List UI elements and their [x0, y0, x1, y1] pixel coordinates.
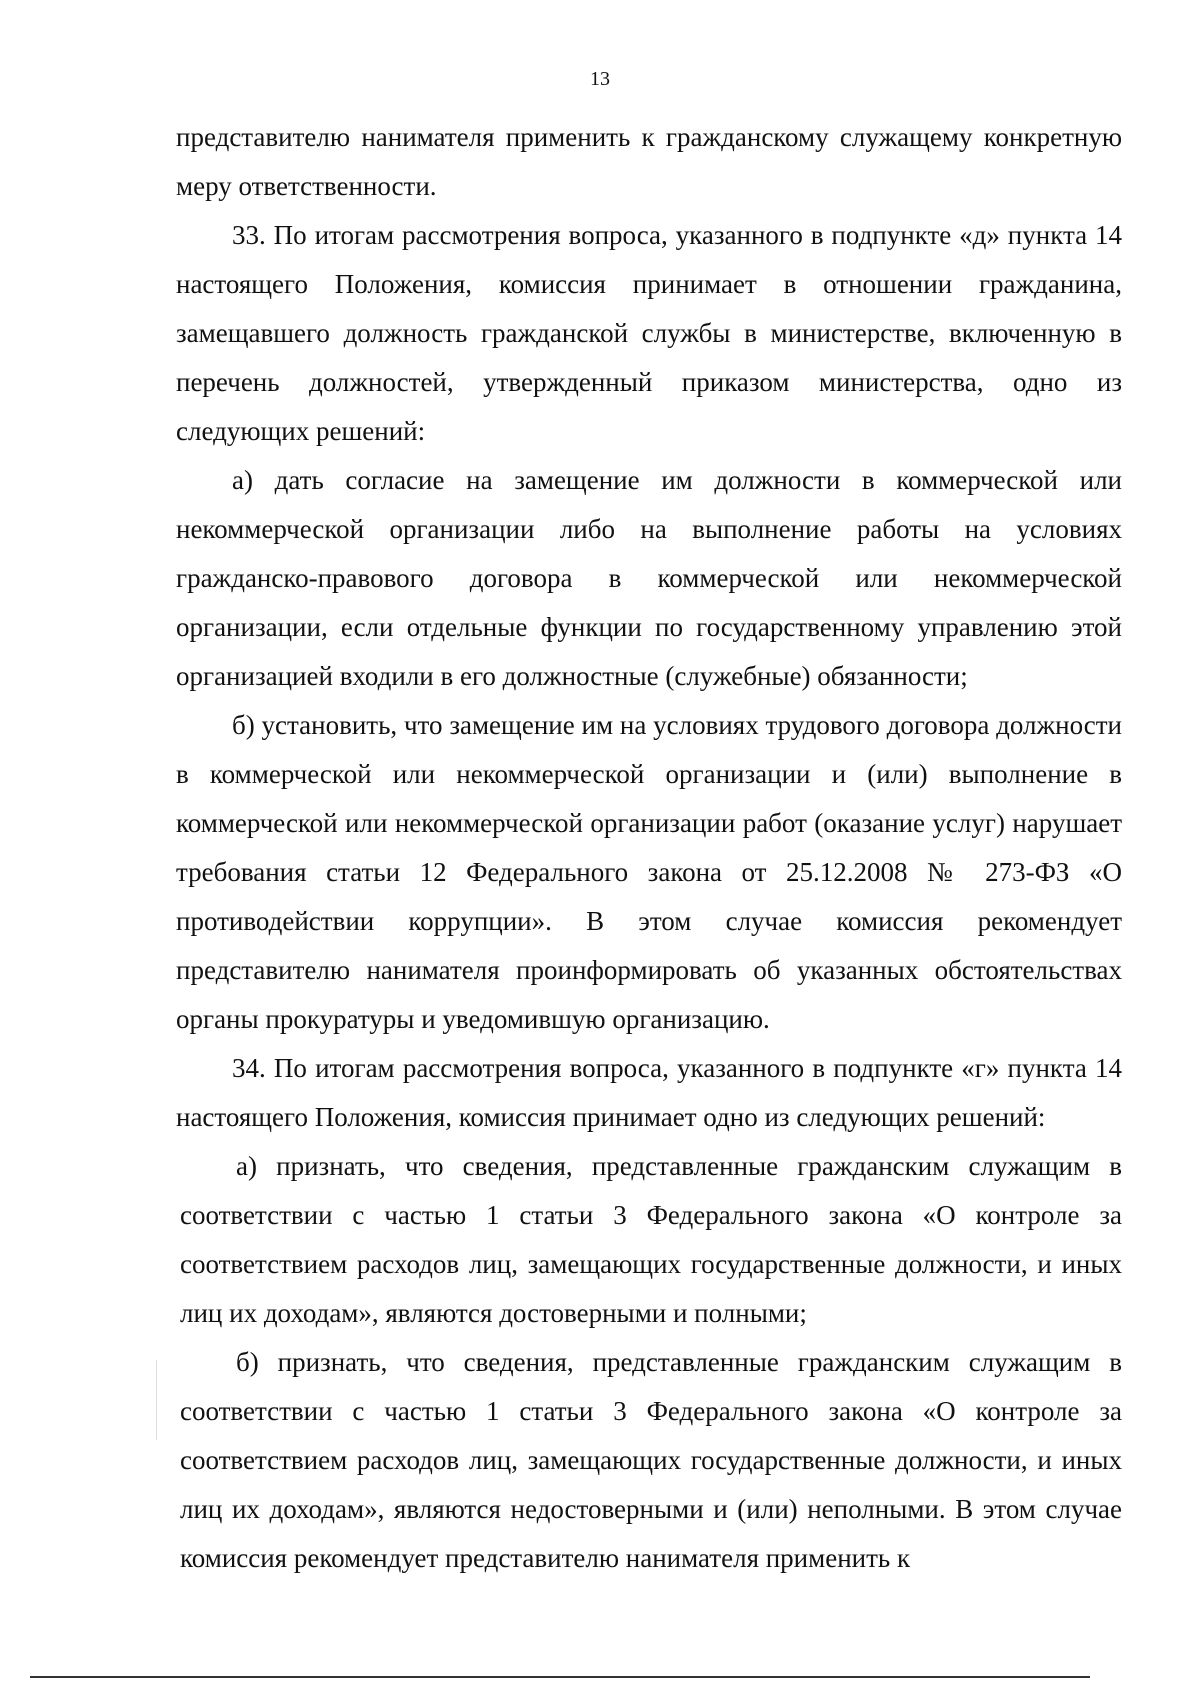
- paragraph-item-33: 33. По итогам рассмотрения вопроса, указанного в подпункте «д» пункта 14 настоящего Положения, комиссия принимает в отношении гражданина, замещавшего должность гражданской службы в министерстве, включенную в перечень должностей, утвержденный приказом министерства, одно из следующих решений:: [176, 220, 1122, 446]
- document-body: [176, 113, 1122, 1583]
- paragraph-item-33a: а) дать согласие на замещение им должности в коммерческой или некоммерческой организации либо на выполнение работы на условиях гражданско-правового договора в коммерческой или некоммерческой организации, если отдельные функции по государственному управлению этой организацией входили в его должностные (служебные) обязанности;: [176, 465, 1122, 691]
- paragraph-item-34a: а) признать, что сведения, представленные гражданским служащим в соответствии с частью 1 статьи 3 Федерального закона «О контроле за соответствием расходов лиц, замещающих государственные должности, и иных лиц их доходам», являются достоверными и полными;: [180, 1151, 1122, 1328]
- paragraph-item-34: 34. По итогам рассмотрения вопроса, указанного в подпункте «г» пункта 14 настоящего Положения, комиссия принимает одно из следующих решений:: [176, 1053, 1122, 1132]
- paragraph-continuation: представителю нанимателя применить к гражданскому служащему конкретную меру ответственности.: [176, 122, 1122, 201]
- paragraph-item-33b: б) установить, что замещение им на условиях трудового договора должности в коммерческой или некоммерческой организации и (или) выполнение в коммерческой или некоммерческой организации работ (оказание услуг) нарушает требования статьи 12 Федерального закона от 25.12.2008 № 273-ФЗ «О противодействии коррупции». В этом случае комиссия рекомендует представителю нанимателя проинформировать об указанных обстоятельствах органы прокуратуры и уведомившую организацию.: [176, 710, 1122, 1034]
- page-number: 13: [590, 68, 610, 90]
- paragraph-item-34b: б) признать, что сведения, представленные гражданским служащим в соответствии с частью 1 статьи 3 Федерального закона «О контроле за соответствием расходов лиц, замещающих государственные должности, и иных лиц их доходам», являются недостоверными и (или) неполными. В этом случае комиссия рекомендует представителю нанимателя применить к: [180, 1347, 1122, 1573]
- scan-margin-mark: [156, 1360, 157, 1440]
- footer-rule: [30, 1676, 1090, 1678]
